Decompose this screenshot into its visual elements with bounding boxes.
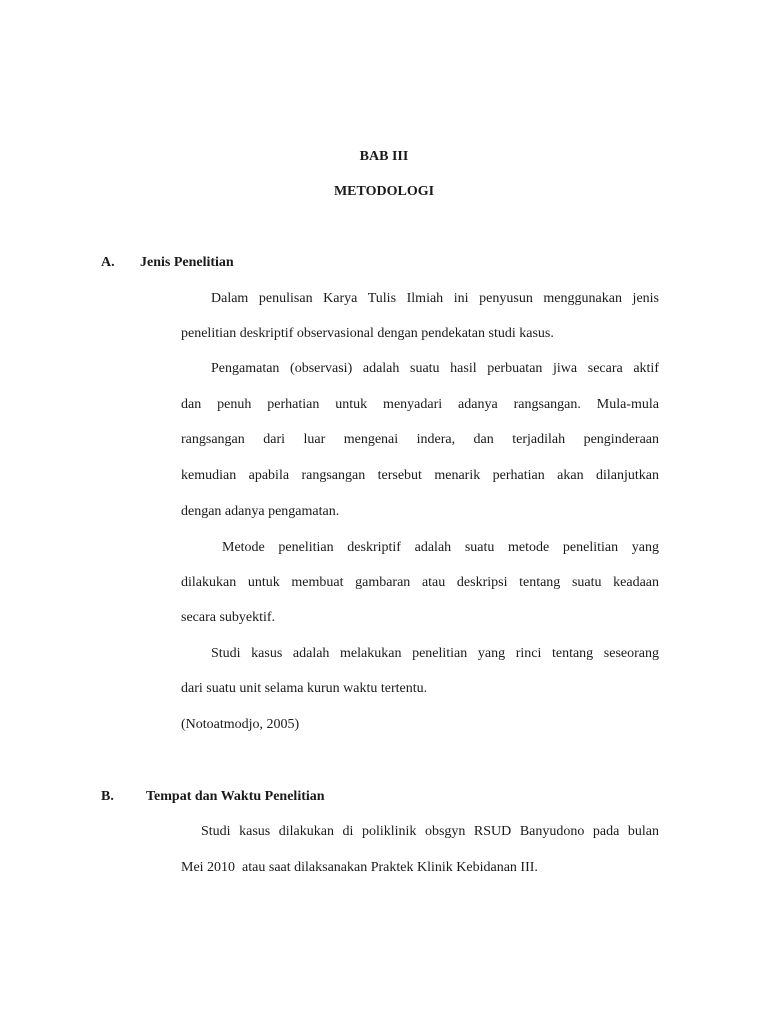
paragraph-line: dan penuh perhatian untuk menyadari adanya rangsangan. Mula-mula (181, 397, 659, 412)
paragraph-line: secara subyektif. (181, 610, 276, 625)
chapter-number: BAB III (359, 149, 409, 164)
paragraph-line: Dalam penulisan Karya Tulis Ilmiah ini penyusun menggunakan jenis (211, 291, 659, 306)
paragraph-line: dilakukan untuk membuat gambaran atau deskripsi tentang suatu keadaan (181, 575, 659, 590)
section-b-title: Tempat dan Waktu Penelitian (146, 789, 325, 804)
section-a-title: Jenis Penelitian (140, 255, 234, 270)
paragraph-line: dari suatu unit selama kurun waktu tertentu. (181, 681, 428, 696)
paragraph-line: Studi kasus adalah melakukan penelitian yang rinci tentang seseorang (211, 646, 659, 661)
paragraph-line: penelitian deskriptif observasional dengan pendekatan studi kasus. (181, 326, 554, 341)
paragraph-line: dengan adanya pengamatan. (181, 504, 340, 519)
paragraph-line: kemudian apabila rangsangan tersebut menarik perhatian akan dilanjutkan (181, 468, 659, 483)
citation: (Notoatmodjo, 2005) (181, 717, 300, 732)
paragraph-line: Pengamatan (observasi) adalah suatu hasil perbuatan jiwa secara aktif (211, 361, 659, 376)
paragraph-line: Mei 2010 atau saat dilaksanakan Praktek Klinik Kebidanan III. (181, 860, 538, 875)
section-b-letter: B. (101, 789, 114, 804)
paragraph-line: Studi kasus dilakukan di poliklinik obsgyn RSUD Banyudono pada bulan (201, 824, 659, 839)
chapter-title: METODOLOGI (333, 184, 435, 199)
section-a-letter: A. (101, 255, 115, 270)
paragraph-line: Metode penelitian deskriptif adalah suatu metode penelitian yang (222, 540, 659, 555)
paragraph-line: rangsangan dari luar mengenai indera, dan terjadilah penginderaan (181, 432, 659, 447)
